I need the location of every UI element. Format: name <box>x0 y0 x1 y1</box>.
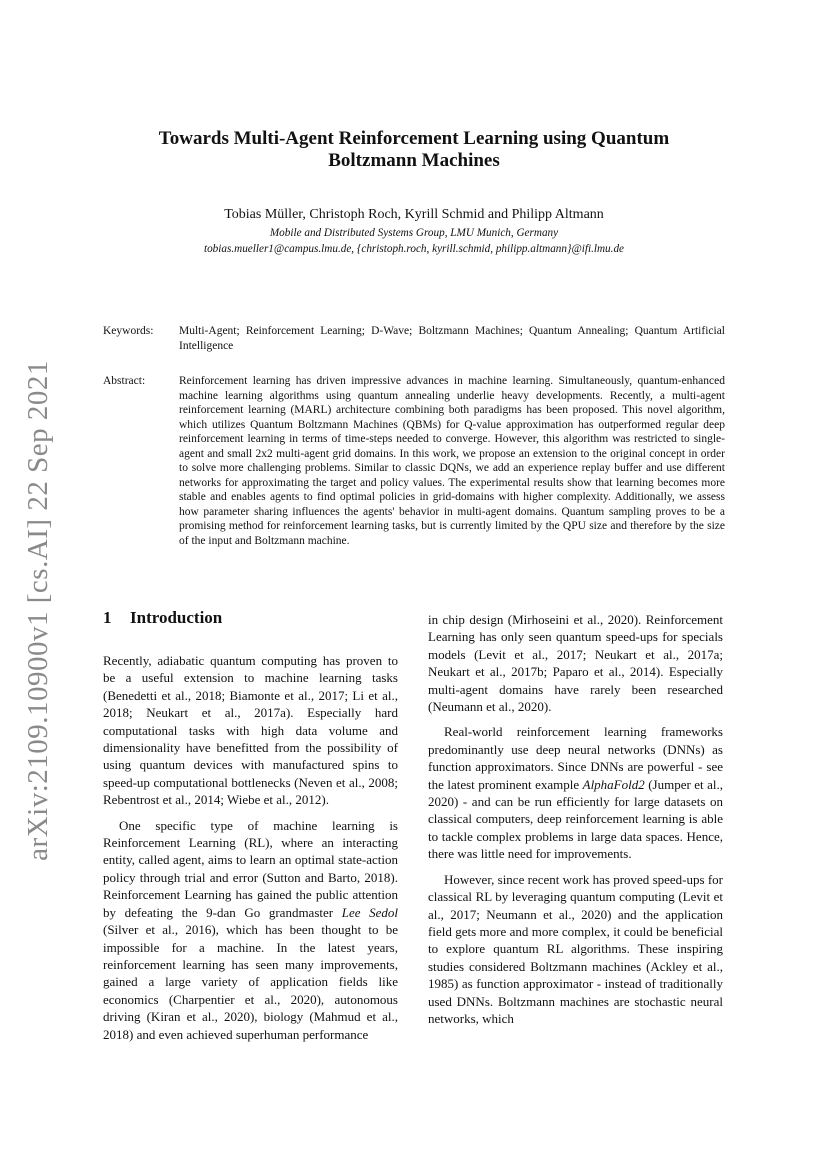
paper-title <box>100 128 728 172</box>
affiliation: Mobile and Distributed Systems Group, LMU Munich, Germany <box>269 227 559 239</box>
intro-paragraph-1: Recently, adiabatic quantum computing has proven to be a useful extension to machine learning tasks (Benedetti et al., 2018; Biamonte et al., 2017; Li et al., 2018; Neukart et al., 2017a). Especially hard computational tasks with high data volume and dimensionality have benefitted from the possibility of using quantum devices with manufactured spins to speed-up computational bottlenecks (Neven et al., 2008; Rebentrost et al., 2014; Wiebe et al., 2012). <box>103 653 398 808</box>
abstract-label: Abstract: <box>103 375 146 387</box>
paragraph-text: Real-world reinforcement learning frameworks predominantly use deep neural networks (DNNs) as function approximators. Since DNNs are powerful - see the latest prominent example <box>428 724 723 792</box>
section-heading-introduction <box>103 608 222 628</box>
section-number: 1 <box>103 608 112 627</box>
paragraph-text: (Silver et al., 2016), which has been thought to be impossible for a machine. In the latest years, reinforcement learning has seen many improvements, gained a large variety of application fields like economics (Charpentier et al., 2020), autonomous driving (Kiran et al., 2020), biology (Mahmud et al., 2018) and even achieved superhuman performance <box>103 922 398 1042</box>
title-line-1: Towards Multi-Agent Reinforcement Learning using Quantum <box>158 128 670 149</box>
arxiv-identifier-stamp <box>18 359 58 861</box>
arxiv-id-text: arXiv:2109.10900v1 [cs.AI] 22 Sep 2021 <box>21 359 54 861</box>
intro-paragraph-3: in chip design (Mirhoseini et al., 2020). Reinforcement Learning has only seen quantum speed-ups for specials models (Levit et al., 2017; Neukart et al., 2017a; Neukart et al., 2017b; Paparo et al., 2014). Especially multi-agent domains have rarely been researched (Neumann et al., 2020). <box>428 612 723 715</box>
section-title: Introduction <box>130 608 223 627</box>
right-column <box>428 611 723 1027</box>
paragraph-text: One specific type of machine learning is Reinforcement Learning (RL), where an interacting entity, called agent, aims to learn an optimal state-action policy through trial and error (Sutton and Barto, 2018). Reinforcement Learning has gained the public attention by defeating the 9-dan Go grandmaster <box>103 817 398 920</box>
author-list: Tobias Müller, Christoph Roch, Kyrill Schmid and Philipp Altmann <box>224 207 604 222</box>
emphasized-name: AlphaFold2 <box>582 776 645 792</box>
intro-paragraph-4 <box>428 723 723 862</box>
left-column <box>103 652 398 1043</box>
intro-paragraph-2 <box>103 817 398 1043</box>
abstract-text: Reinforcement learning has driven impressive advances in machine learning. Simultaneously, quantum-enhanced machine learning algorithms using quantum annealing underlie heavy developments. Recently, a multi-agent reinforcement learning (MARL) architecture combining both paradigms has been proposed. This novel algorithm, which utilizes Quantum Boltzmann Machines (QBMs) for Q-value approximation has outperformed regular deep reinforcement learning in terms of time-steps needed to converge. However, this algorithm was restricted to single-agent and small 2x2 multi-agent grid domains. In this work, we propose an extension to the original concept in order to solve more challenging problems. Similar to classic DQNs, we add an experience replay buffer and use different networks for approximating the target and policy values. The experimental results show that learning becomes more stable and enables agents to find optimal policies in grid-domains with higher complexity. Additionally, we assess how parameter sharing influences the agents' behavior in multi-agent domains. Quantum sampling proves to be a promising method for reinforcement learning tasks, but is currently limited by the QPU size and therefore by the size of the input and Boltzmann machine. <box>179 375 725 547</box>
title-line-2: Boltzmann Machines <box>328 150 500 171</box>
paragraph-text: (Jumper et al., 2020) - and can be run efficiently for large datasets on classical computers, deep reinforcement learning is able to tackle complex problems in large data spaces. Hence, there was little need for improvements. <box>428 776 723 862</box>
keywords-text: Multi-Agent; Reinforcement Learning; D-Wave; Boltzmann Machines; Quantum Annealing; Quantum Artificial Intelligence <box>179 325 725 352</box>
author-emails: tobias.mueller1@campus.lmu.de, {christoph.roch, kyrill.schmid, philipp.altmann}@ifi.lmu.de <box>203 243 625 255</box>
emphasized-name: Lee Sedol <box>341 904 399 920</box>
keywords-label: Keywords: <box>103 325 154 337</box>
intro-paragraph-5: However, since recent work has proved speed-ups for classical RL by leveraging quantum computing (Levit et al., 2017; Neumann et al., 2020) and the application field gets more and more complex, it could be beneficial to explore quantum RL algorithms. These inspiring studies considered Boltzmann machines (Ackley et al., 1985) as function approximator - instead of traditionally used DNNs. Boltzmann machines are stochastic neural networks, which <box>428 871 723 1026</box>
